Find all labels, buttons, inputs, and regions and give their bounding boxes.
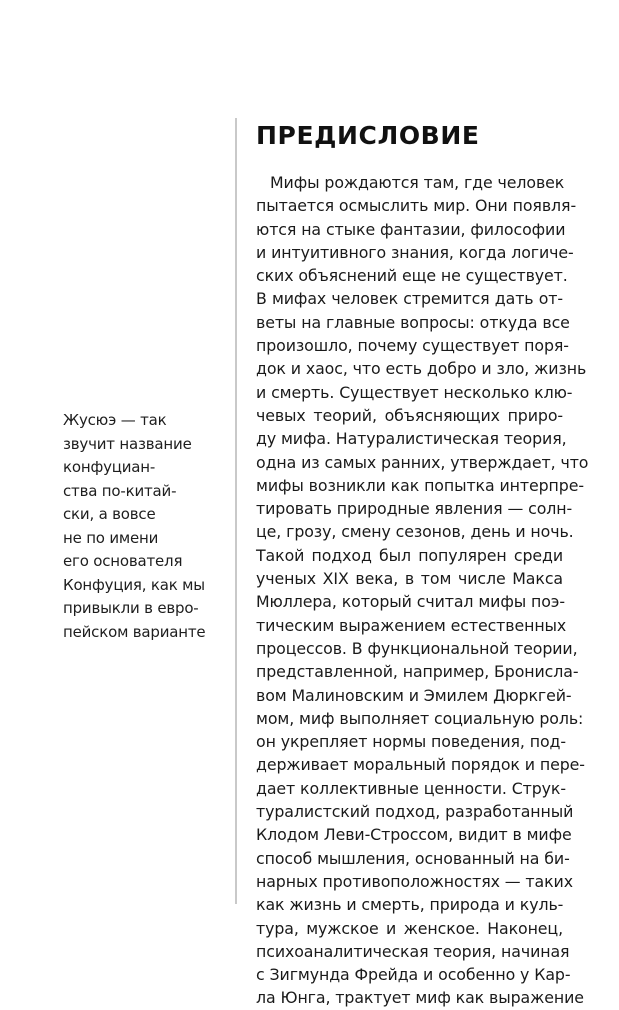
- body-line: В мифах человек стремится дать от-: [256, 289, 563, 309]
- page-title: ПРЕДИСЛОВИЕ: [256, 121, 480, 150]
- body-line: мом, миф выполняет социальную роль:: [256, 708, 584, 728]
- body-line: ских объяснений еще не существует.: [256, 266, 568, 286]
- sidenote-line: не по имени: [63, 528, 159, 547]
- sidenote-line: привыкли в евро-: [63, 599, 199, 617]
- body-text: [256, 171, 589, 1010]
- body-line: ученых XIX века, в том числе Макса: [256, 569, 563, 589]
- body-line: тировать природные явления — солн-: [256, 499, 573, 519]
- body-line: це, грозу, смену сезонов, день и ночь.: [256, 522, 574, 542]
- sidenote-line: Конфуция, как мы: [63, 575, 205, 594]
- sidenote-line: ства по-китай-: [63, 481, 177, 500]
- sidenote-line: его основателя: [63, 552, 183, 570]
- body-line: и интуитивного знания, когда логиче-: [256, 242, 574, 262]
- body-line: ла Юнга, трактует миф как выражение: [256, 988, 584, 1008]
- body-line: мифы возникли как попытка интерпре-: [256, 475, 584, 495]
- body-line: он укрепляет нормы поведения, под-: [256, 732, 566, 752]
- body-line: представленной, например, Бронисла-: [256, 662, 579, 682]
- sidenote-line: звучит название: [63, 434, 192, 453]
- body-line: нарных противоположностях — таких: [256, 871, 573, 891]
- body-line: одна из самых ранних, утверждает, что: [256, 452, 589, 472]
- sidenote: [63, 409, 228, 644]
- sidenote-line: Жусюэ — так: [63, 411, 167, 429]
- sidenote-line: пейском варианте: [63, 622, 206, 641]
- body-line: процессов. В функциональной теории,: [256, 638, 578, 658]
- body-line: дает коллективные ценности. Струк-: [256, 778, 566, 798]
- column-divider: [235, 118, 237, 904]
- body-line: способ мышления, основанный на би-: [256, 848, 570, 868]
- body-line: Мюллера, который считал мифы поэ-: [256, 592, 565, 612]
- body-line: вом Малиновским и Эмилем Дюркгей-: [256, 685, 572, 705]
- body-line: и смерть. Существует несколько клю-: [256, 382, 573, 402]
- body-line: док и хаос, что есть добро и зло, жизнь: [256, 359, 587, 379]
- body-line: тура, мужское и женское. Наконец,: [256, 918, 563, 938]
- body-line: чевых теорий, объясняющих приро-: [256, 405, 563, 425]
- body-line: как жизнь и смерть, природа и куль-: [256, 895, 564, 915]
- body-line: ются на стыке фантазии, философии: [256, 219, 566, 239]
- body-line: держивает моральный порядок и пере-: [256, 755, 585, 775]
- body-line: Такой подход был популярен среди: [256, 545, 563, 565]
- body-line: с Зигмунда Фрейда и особенно у Кар-: [256, 965, 571, 985]
- body-line: Мифы рождаются там, где человек: [270, 173, 565, 192]
- body-line: ду мифа. Натуралистическая теория,: [256, 429, 567, 449]
- body-line: психоаналитическая теория, начиная: [256, 941, 570, 961]
- sidenote-line: ски, а вовсе: [63, 505, 156, 523]
- body-line: тическим выражением естественных: [256, 615, 567, 635]
- sidenote-line: конфуциан-: [63, 458, 156, 476]
- body-line: туралистский подход, разработанный: [256, 802, 574, 822]
- body-line: веты на главные вопросы: откуда все: [256, 312, 570, 332]
- body-line: Клодом Леви-Строссом, видит в мифе: [256, 825, 572, 845]
- body-line: произошло, почему существует поря-: [256, 336, 569, 356]
- body-line: пытается осмыслить мир. Они появля-: [256, 196, 577, 216]
